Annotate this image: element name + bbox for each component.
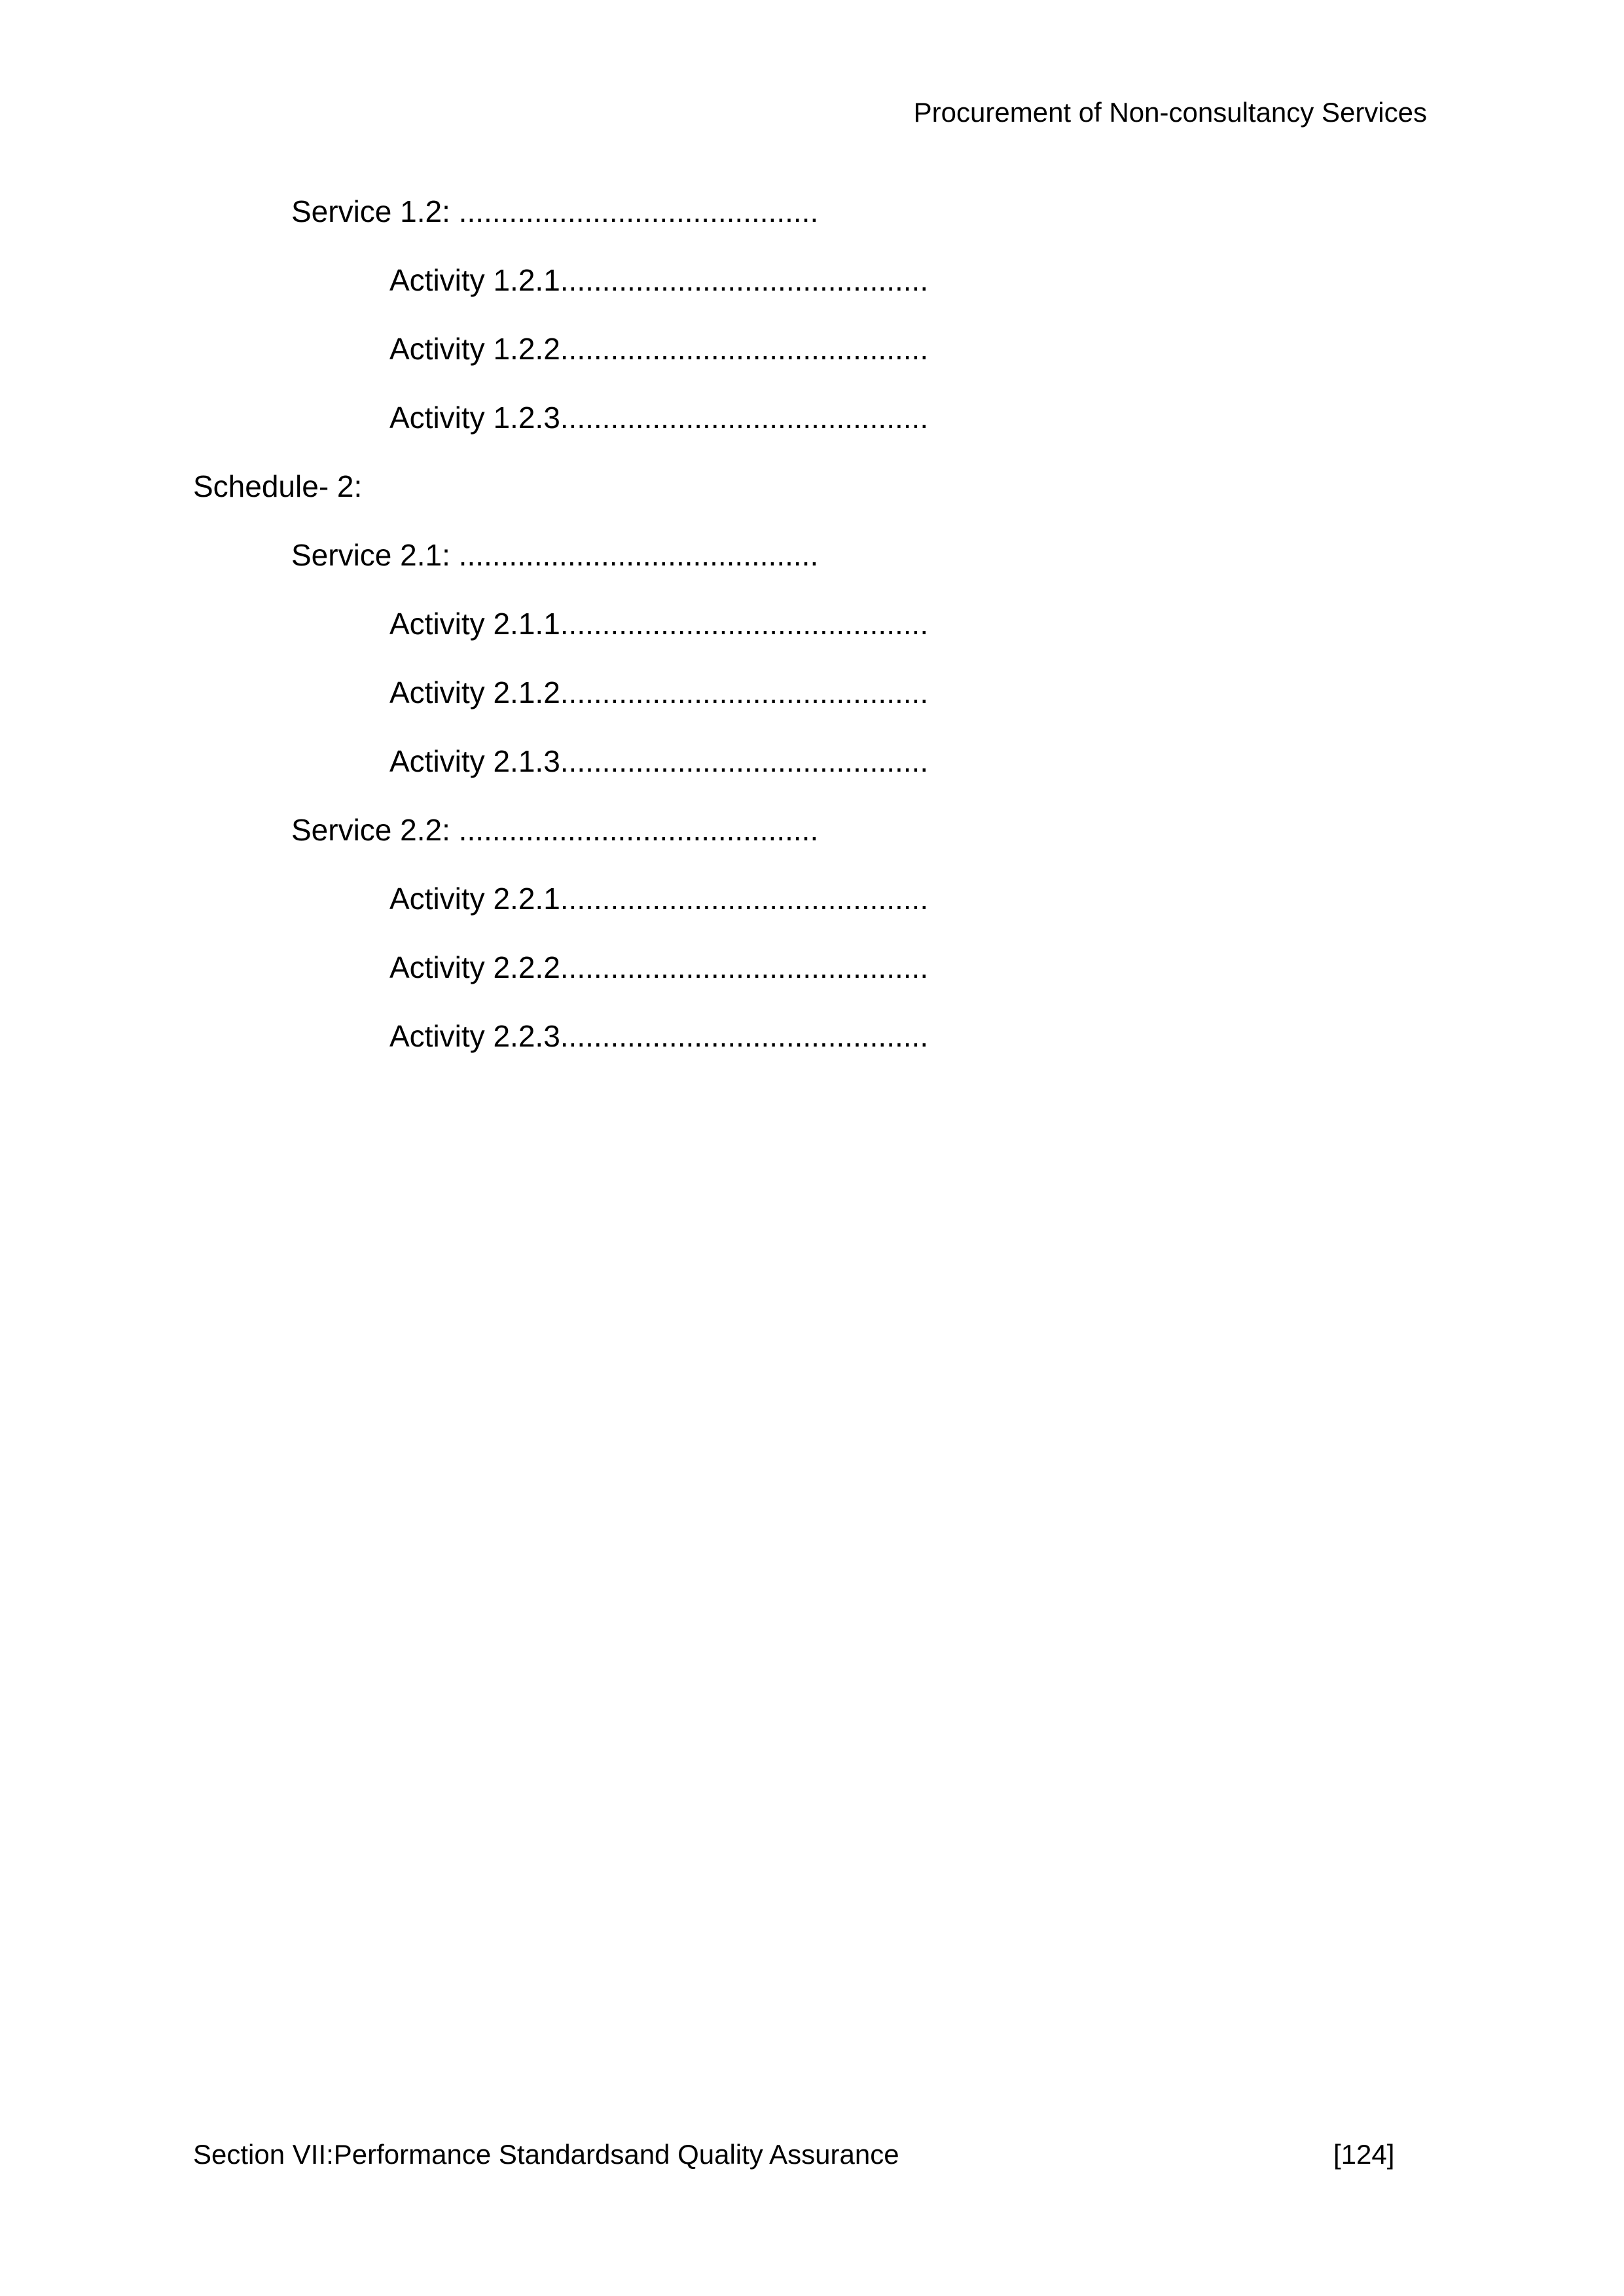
schedule-2-heading: Schedule- 2:: [193, 469, 363, 503]
activity-line-2-1-1: Activity 2.1.1............................................: [389, 607, 929, 641]
service-line-2-2: Service 2.2: ...........................................: [291, 813, 819, 847]
page-header-title: Procurement of Non-consultancy Services: [913, 97, 1427, 128]
activity-line-2-2-1: Activity 2.2.1............................................: [389, 882, 929, 916]
service-line-2-1: Service 2.1: ...........................................: [291, 538, 819, 572]
activity-line-2-2-3: Activity 2.2.3............................................: [389, 1019, 929, 1053]
service-line-1-2: Service 1.2: ...........................................: [291, 194, 819, 228]
document-body: [193, 191, 1470, 1085]
activity-line-1-2-2: Activity 1.2.2............................................: [389, 332, 929, 366]
activity-line-1-2-3: Activity 1.2.3............................................: [389, 401, 929, 435]
activity-line-2-1-2: Activity 2.1.2............................................: [389, 675, 929, 709]
activity-line-2-1-3: Activity 2.1.3............................................: [389, 744, 929, 778]
activity-line-1-2-1: Activity 1.2.1............................................: [389, 263, 929, 297]
footer-page-number: [124]: [1333, 2139, 1395, 2170]
footer-section-title: Section VII:Performance Standardsand Quality Assurance: [193, 2139, 899, 2170]
activity-line-2-2-2: Activity 2.2.2............................................: [389, 950, 929, 984]
